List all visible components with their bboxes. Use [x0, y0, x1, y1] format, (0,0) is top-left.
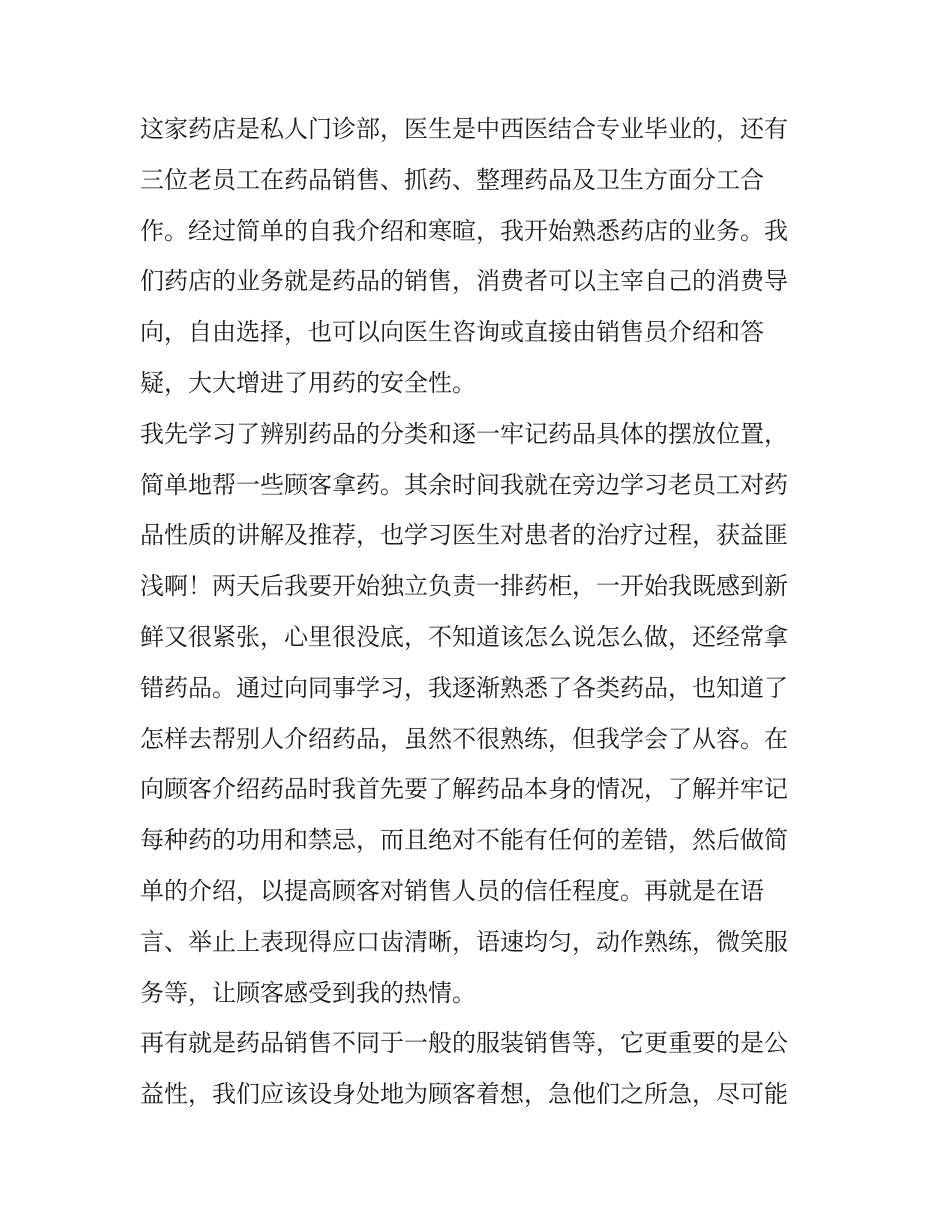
- text-line: 再有就是药品销售不同于一般的服装销售等，它更重要的是公: [140, 1029, 788, 1058]
- text-line: 简单地帮一些顾客拿药。其余时间我就在旁边学习老员工对药: [140, 470, 788, 499]
- text-line: 益性，我们应该设身处地为顾客着想，急他们之所急，尽可能: [140, 1080, 788, 1109]
- text-line: 们药店的业务就是药品的销售，消费者可以主宰自己的消费导: [140, 267, 788, 296]
- text-line: 这家药店是私人门诊部，医生是中西医结合专业毕业的，还有: [140, 115, 788, 143]
- text-line: 品性质的讲解及推荐，也学习医生对患者的治疗过程，获益匪: [140, 521, 788, 550]
- text-line: 务等，让顾客感受到我的热情。: [140, 978, 476, 1007]
- text-line: 鲜又很紧张，心里很没底，不知道该怎么说怎么做，还经常拿: [140, 622, 788, 651]
- text-line: 向，自由选择，也可以向医生咨询或直接由销售员介绍和答: [140, 318, 764, 347]
- text-line: 三位老员工在药品销售、抓药、整理药品及卫生方面分工合: [140, 165, 764, 194]
- text-line: 怎样去帮别人介绍药品，虽然不很熟练，但我学会了从容。在: [140, 724, 788, 753]
- text-line: 错药品。通过向同事学习，我逐渐熟悉了各类药品，也知道了: [140, 673, 788, 702]
- text-line: 单的介绍，以提高顾客对销售人员的信任程度。再就是在语: [140, 876, 764, 905]
- text-line: 疑，大大增进了用药的安全性。: [140, 368, 476, 397]
- text-line: 言、举止上表现得应口齿清晰，语速均匀，动作熟练，微笑服: [140, 927, 788, 956]
- text-line: 浅啊！两天后我要开始独立负责一排药柜，一开始我既感到新: [140, 572, 788, 601]
- text-line: 作。经过简单的自我介绍和寒暄，我开始熟悉药店的业务。我: [140, 216, 788, 245]
- text-line: 我先学习了辨别药品的分类和逐一牢记药品具体的摆放位置，: [140, 419, 788, 448]
- text-line: 向顾客介绍药品时我首先要了解药品本身的情况，了解并牢记: [140, 775, 788, 804]
- document-body: [140, 104, 820, 1120]
- text-line: 每种药的功用和禁忌，而且绝对不能有任何的差错，然后做简: [140, 826, 788, 855]
